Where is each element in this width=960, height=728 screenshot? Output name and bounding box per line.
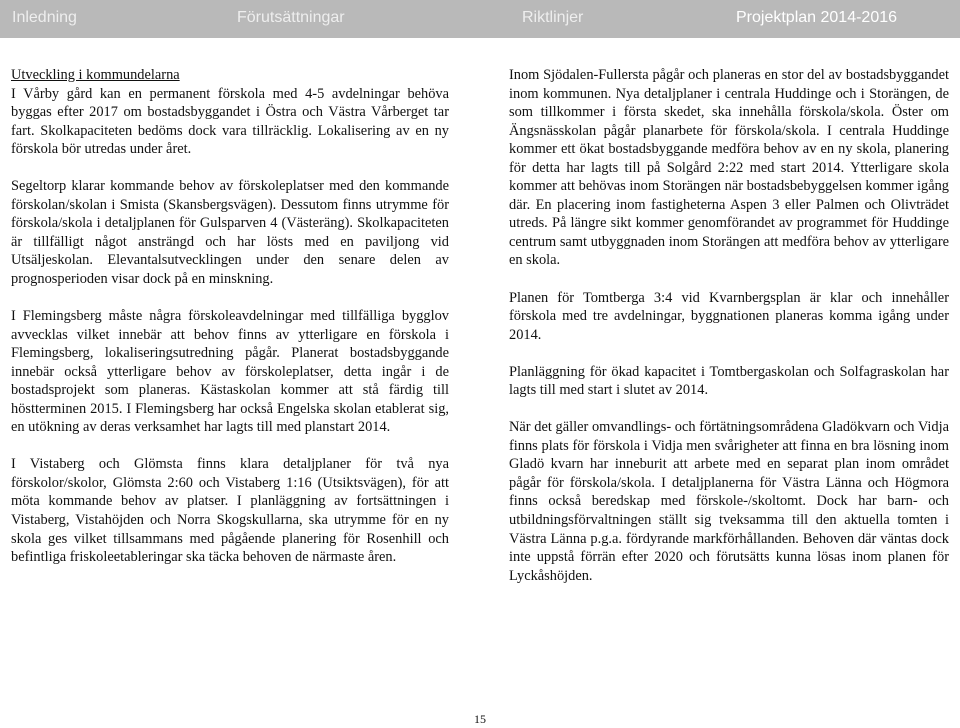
paragraph-tomtberga: Planen för Tomtberga 3:4 vid Kvarnbergsplan är klar och innehåller förskola med tre avdelningar, byggnationen planeras komma igång under 2014. (509, 289, 949, 343)
page-number: 15 (474, 712, 486, 726)
section-heading: Utveckling i kommundelarna (11, 67, 180, 83)
right-column (509, 66, 949, 585)
top-navigation (0, 0, 960, 38)
left-column (11, 66, 449, 567)
paragraph-gladokvarn: När det gäller omvandlings- och förtätningsområdena Gladökvarn och Vidja finns plats för förskola i Vidja men svårigheter att finna en bra lösning inom Gladö kvarn har inneburit att arbete med en separat plan inom området pågår för förskola/skola. I detaljplanerna för Västra Länna och Högmora finns också beredskap med förskole-/skoltomt. Dock har barn- och utbildningsförvaltningen ställt sig tveksamma till den aktuella tomten i Västra Länna p.g.a. fördyrande markförhållanden. Behoven där väntas dock inte uppstå förrän efter 2020 och förutsätts kunna lösas inom planen för Lyckåshöjden. (509, 419, 949, 584)
paragraph-segeltorp: Segeltorp klarar kommande behov av förskoleplatser med den kommande förskolan/skolan i Smista (Skansbergsvägen). Dessutom finns utrymme för förskola/skola i detaljplanen för Gulsparven 4 (Västeräng). Skolkapaciteten är tillfälligt något ansträngd och har lösts med en paviljong vid Utsäljeskolan. Elevantalsutvecklingen under den senare delen av prognosperioden visar dock på en minskning. (11, 178, 449, 287)
paragraph-planlaggning: Planläggning för ökad kapacitet i Tomtbergaskolan och Solfagraskolan har lagts till med start i slutet av 2014. (509, 363, 949, 399)
tab-projektplan[interactable]: Projektplan 2014-2016 (736, 9, 898, 26)
paragraph-flemingsberg: I Flemingsberg måste några förskoleavdelningar med tillfälliga bygglov avvecklas vilket innebär att behov finns av ytterligare en förskola i Flemingsberg, lokaliseringsutredning pågår. Planerat bostadsbyggande innebär också ytterligare behov av förskoleplatser, detta ingår i de bostadsprojekt som planeras. Kästaskolan kommer att stå färdig till höstterminen 2015. I Flemingsberg har också Engelska skolan etablerat sig, en utökning av deras verksamhet har lagts till med planstart 2014. (11, 308, 449, 436)
paragraph-vistaberg: I Vistaberg och Glömsta finns klara detaljplaner för två nya förskolor/skolor, Glömsta 2:60 och Vistaberg 1:16 (Utsiktsvägen), för att möta kommande behov av platser. I planläggning av fortsättningen i Vistaberg, Vistahöjden och Norra Skogskullarna, ska utrymme för en ny skola ges vilket tillsammans med pågående planering för Rosenhill och befintliga friskoleetableringar ska täcka behoven de närmaste åren. (11, 456, 449, 566)
paragraph-varby: I Vårby gård kan en permanent förskola med 4-5 avdelningar behöva byggas efter 2017 om bostadsbyggandet i Östra och Västra Vårberget tar fart. Skolkapaciteten bedöms dock vara tillräcklig. Lokalisering av en ny förskola bör utredas under året. (11, 85, 449, 158)
paragraph-sjodalen: Inom Sjödalen-Fullersta pågår och planeras en stor del av bostadsbyggandet inom kommunen. Nya detaljplaner i centrala Huddinge och i Storängen, de som tillkommer i första skedet, ska innehålla förskola/skola. Öster om Ängsnässkolan pågår planarbete för förskola/skola. I centrala Huddinge kommer ett ökat bostadsbyggande medföra behov av en ny skola, planering för detta har lagts till på Solgård 2:22 med start 2014. Ytterligare skola kommer att behövas inom Storängen när bostadsbebyggelsen kommer igång där. En placering inom fastigheterna Aspen 3 eller Palmen och Olivträdet utreds. På längre sikt kommer genomförandet av programmet för Huddinge centrum samt utbyggnaden inom Storängen att medföra behov av ytterligare en skola. (509, 67, 949, 269)
tab-riktlinjer[interactable]: Riktlinjer (522, 9, 584, 26)
tab-inledning[interactable]: Inledning (12, 9, 77, 26)
tab-forutsattningar[interactable]: Förutsättningar (237, 9, 345, 26)
